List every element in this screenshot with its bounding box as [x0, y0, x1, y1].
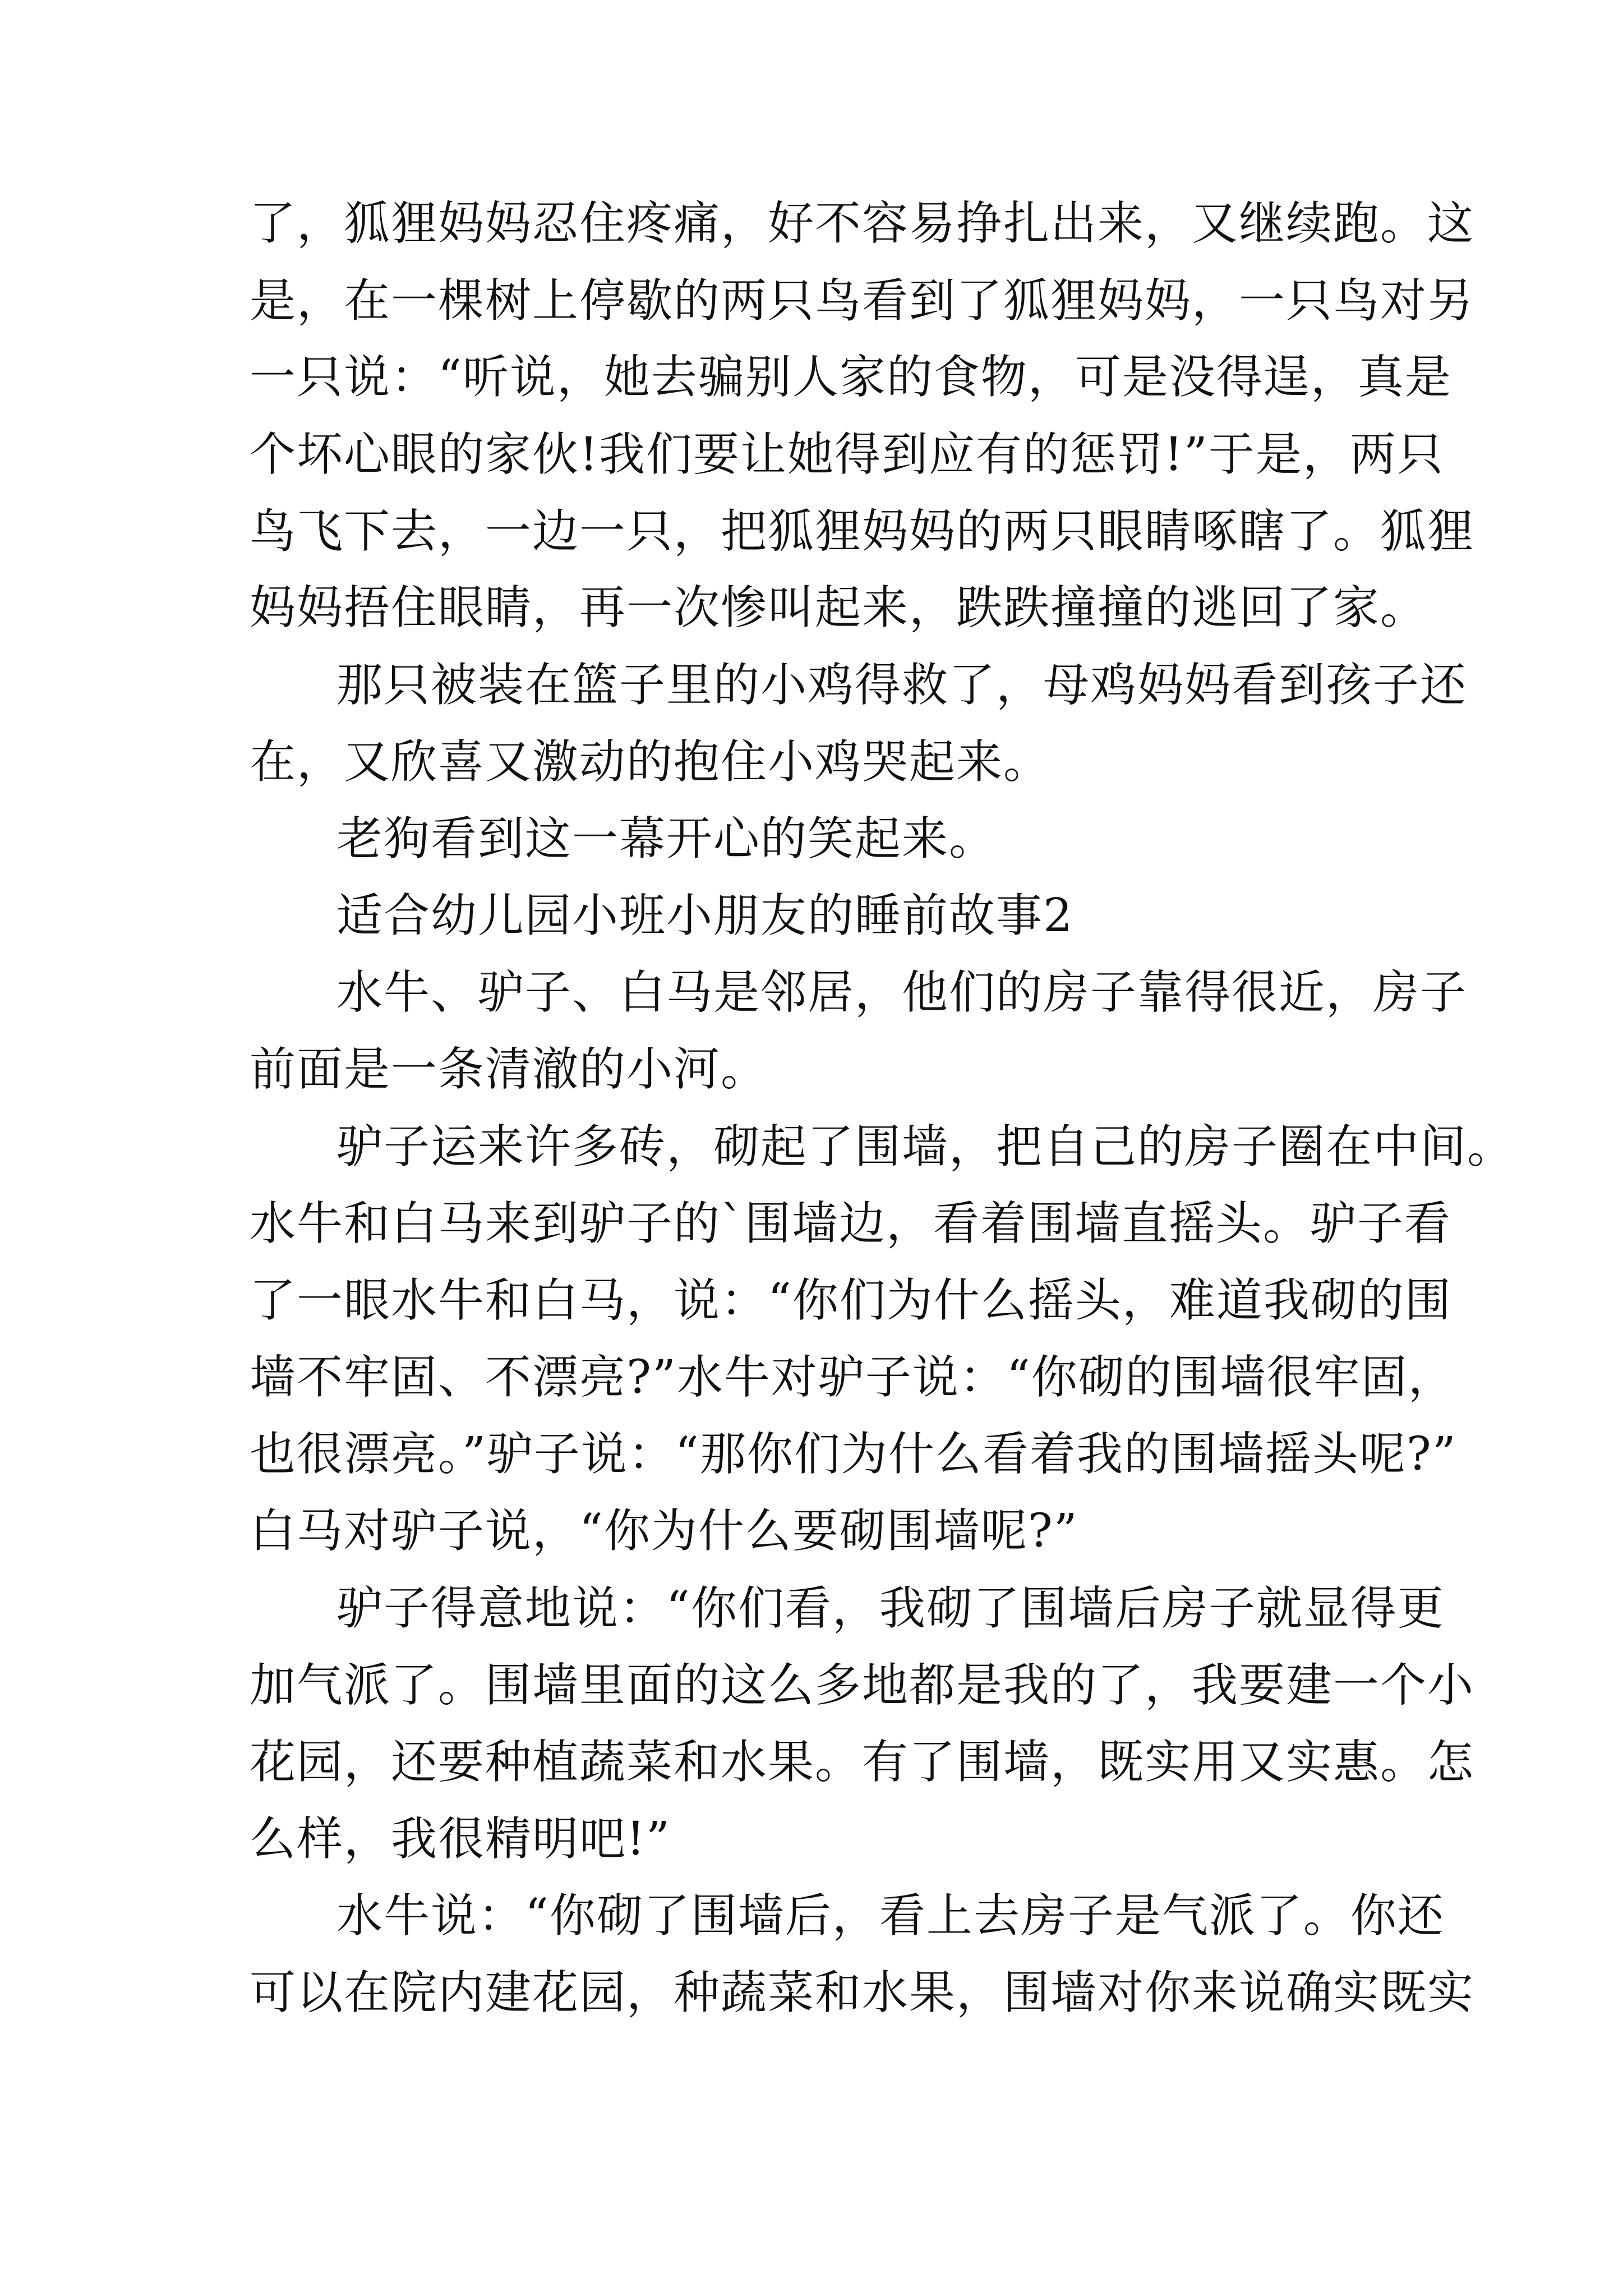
- text-line: 了一眼水牛和白马，说：“你们为什么摇头，难道我砌的围: [250, 1274, 1452, 1327]
- text-line: 了，狐狸妈妈忍住疼痛，好不容易挣扎出来，又继续跑。这: [250, 197, 1475, 250]
- paragraph-first-line: 老狗看到这一幕开心的笑起来。: [336, 812, 997, 866]
- text-line: 一只说：“听说，她去骗别人家的食物，可是没得逞，真是: [250, 351, 1452, 404]
- text-line: 个坏心眼的家伙!我们要让她得到应有的惩罚!”于是，两只: [250, 428, 1444, 481]
- paragraph-first-line: 驴子得意地说：“你们看，我砌了围墙后房子就显得更: [336, 1582, 1445, 1635]
- text-line: 前面是一条清澈的小河。: [250, 1043, 768, 1096]
- text-line: 在，又欣喜又激动的抱住小鸡哭起来。: [250, 735, 1051, 789]
- text-line: 花园，还要种植蔬菜和水果。有了围墙，既实用又实惠。怎: [250, 1736, 1475, 1789]
- text-line: 么样，我很精明吧!”: [250, 1812, 671, 1866]
- text-line: 水牛和白马来到驴子的`围墙边，看着围墙直摇头。驴子看: [250, 1197, 1452, 1250]
- text-line: 是，在一棵树上停歇的两只鸟看到了狐狸妈妈，一只鸟对另: [250, 274, 1475, 328]
- story-heading: 适合幼儿园小班小朋友的睡前故事2: [336, 889, 1074, 942]
- paragraph-first-line: 那只被装在篮子里的小鸡得救了，母鸡妈妈看到孩子还: [336, 659, 1468, 712]
- text-line: 也很漂亮。”驴子说：“那你们为什么看着我的围墙摇头呢?”: [250, 1428, 1457, 1481]
- text-line: 白马对驴子说，“你为什么要砌围墙呢?”: [250, 1504, 1078, 1558]
- text-line: 妈妈捂住眼睛，再一次惨叫起来，跌跌撞撞的逃回了家。: [250, 581, 1428, 634]
- text-line: 可以在院内建花园，种蔬菜和水果，围墙对你来说确实既实: [250, 1966, 1475, 2019]
- paragraph-first-line: 水牛说：“你砌了围墙后，看上去房子是气派了。你还: [336, 1889, 1445, 1943]
- paragraph-first-line: 驴子运来许多砖，砌起了围墙，把自己的房子圈在中间。: [336, 1120, 1515, 1174]
- text-line: 加气派了。围墙里面的这么多地都是我的了，我要建一个小: [250, 1659, 1475, 1712]
- paragraph-first-line: 水牛、驴子、白马是邻居，他们的房子靠得很近，房子: [336, 966, 1468, 1019]
- text-line: 鸟飞下去，一边一只，把狐狸妈妈的两只眼睛啄瞎了。狐狸: [250, 505, 1475, 558]
- text-line: 墙不牢固、不漂亮?”水牛对驴子说：“你砌的围墙很牢固，: [250, 1351, 1455, 1404]
